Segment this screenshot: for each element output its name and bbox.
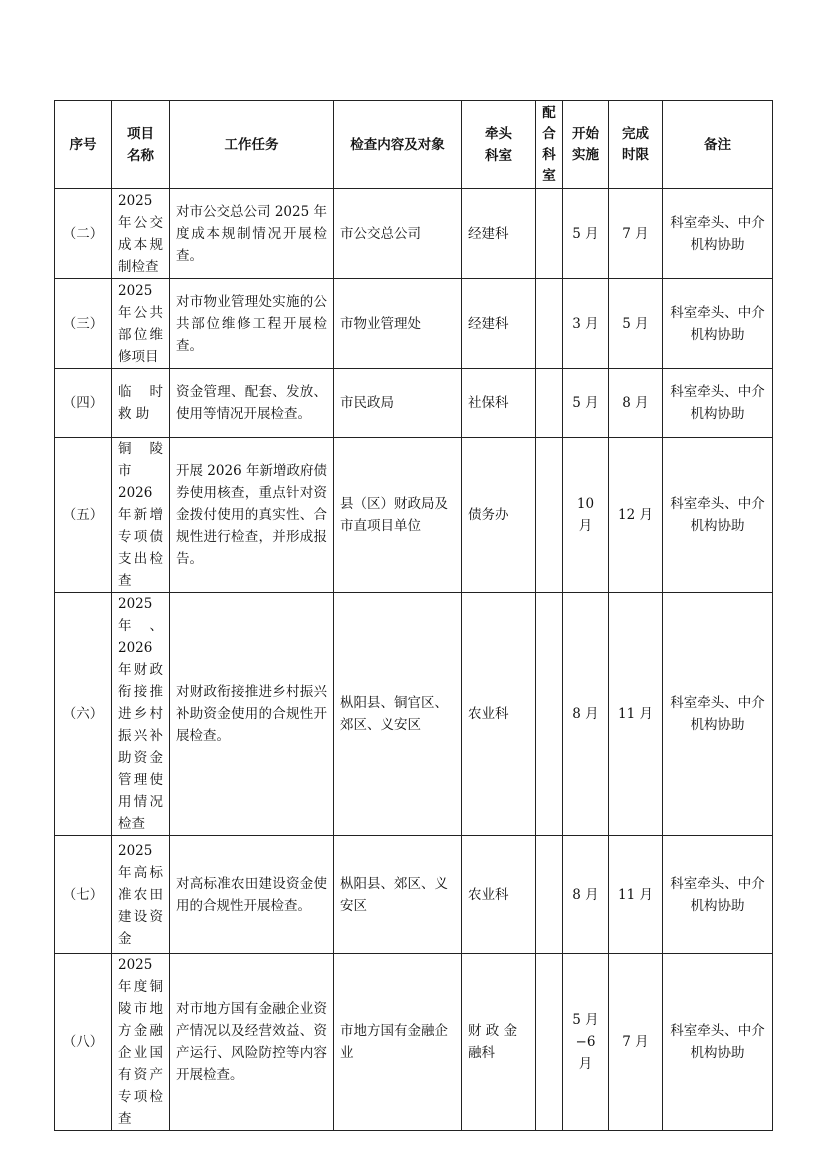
row-end: 11 月 — [609, 836, 663, 954]
table-row — [55, 836, 773, 954]
row-note: 科室牵头、中介机构协助 — [663, 954, 773, 1131]
row-start: 3 月 — [563, 279, 609, 369]
row-task: 对市地方国有金融企业资产情况以及经营效益、资产运行、风险防控等内容开展检查。 — [170, 954, 334, 1131]
table-row — [55, 369, 773, 438]
row-project-name: 临 时 救 助 — [112, 369, 170, 438]
row-start: 5 月 — [563, 189, 609, 279]
row-seq: （七） — [55, 836, 112, 954]
row-project-name: 铜 陵 市 2026 年新增专项债支出检查 — [112, 438, 170, 593]
table-row — [55, 189, 773, 279]
row-start: 5 月 — [563, 369, 609, 438]
row-task: 对财政衔接推进乡村振兴补助资金使用的合规性开展检查。 — [170, 593, 334, 836]
row-content: 市民政局 — [334, 369, 462, 438]
header-seq: 序号 — [55, 101, 112, 189]
row-lead-dept: 社保科 — [462, 369, 536, 438]
table-row — [55, 593, 773, 836]
row-note: 科室牵头、中介机构协助 — [663, 279, 773, 369]
row-seq: （三） — [55, 279, 112, 369]
table-row — [55, 279, 773, 369]
header-lead-dept — [462, 101, 536, 189]
header-content: 检查内容及对象 — [334, 101, 462, 189]
row-start: 10 月 — [563, 438, 609, 593]
row-content: 市地方国有金融企业 — [334, 954, 462, 1131]
row-coop-dept — [536, 279, 563, 369]
table-row — [55, 954, 773, 1131]
row-end: 7 月 — [609, 954, 663, 1131]
row-note: 科室牵头、中介机构协助 — [663, 836, 773, 954]
row-task: 开展 2026 年新增政府债券使用核查，重点针对资金拨付使用的真实性、合规性进行检查，并形成报告。 — [170, 438, 334, 593]
row-start: 8 月 — [563, 593, 609, 836]
table-row — [55, 438, 773, 593]
row-seq: （五） — [55, 438, 112, 593]
row-seq: （四） — [55, 369, 112, 438]
row-note: 科室牵头、中介机构协助 — [663, 593, 773, 836]
row-note: 科室牵头、中介机构协助 — [663, 438, 773, 593]
row-end: 7 月 — [609, 189, 663, 279]
row-seq: （二） — [55, 189, 112, 279]
row-coop-dept — [536, 593, 563, 836]
row-project-name: 2025 年度铜陵市地方金融企业国有资产专项检查 — [112, 954, 170, 1131]
row-content: 枞阳县、郊区、义安区 — [334, 836, 462, 954]
row-task: 对高标准农田建设资金使用的合规性开展检查。 — [170, 836, 334, 954]
row-coop-dept — [536, 189, 563, 279]
row-lead-dept: 债务办 — [462, 438, 536, 593]
row-coop-dept — [536, 369, 563, 438]
row-end: 5 月 — [609, 279, 663, 369]
row-seq: （六） — [55, 593, 112, 836]
row-task: 对市物业管理处实施的公共部位维修工程开展检查。 — [170, 279, 334, 369]
row-content: 市公交总公司 — [334, 189, 462, 279]
row-coop-dept — [536, 954, 563, 1131]
row-content: 市物业管理处 — [334, 279, 462, 369]
row-lead-dept: 农业科 — [462, 593, 536, 836]
row-lead-dept: 经建科 — [462, 189, 536, 279]
row-end: 11 月 — [609, 593, 663, 836]
header-project-name — [112, 101, 170, 189]
row-project-name: 2025 年公交成本规制检查 — [112, 189, 170, 279]
row-task: 资金管理、配套、发放、使用等情况开展检查。 — [170, 369, 334, 438]
header-project-name-text: 项目 名称 — [127, 125, 154, 164]
header-lead-dept-text: 牵头 科室 — [485, 125, 512, 164]
row-project-name: 2025 年、2026 年财政衔接推进乡村振兴补助资金管理使用情况检查 — [112, 593, 170, 836]
header-task: 工作任务 — [170, 101, 334, 189]
header-start — [563, 101, 609, 189]
row-lead-dept: 农业科 — [462, 836, 536, 954]
row-content: 县（区）财政局及市直项目单位 — [334, 438, 462, 593]
header-end — [609, 101, 663, 189]
row-lead-dept: 财 政 金 融科 — [462, 954, 536, 1131]
header-end-text: 完成 时限 — [622, 125, 649, 163]
row-note: 科室牵头、中介机构协助 — [663, 369, 773, 438]
row-end: 8 月 — [609, 369, 663, 438]
header-coop-dept-text: 配 合 科 室 — [542, 104, 556, 184]
row-note: 科室牵头、中介机构协助 — [663, 189, 773, 279]
header-coop-dept — [536, 101, 563, 189]
header-row — [55, 101, 773, 189]
row-start: 5 月 −6 月 — [563, 954, 609, 1131]
header-start-text: 开始 实施 — [572, 125, 599, 163]
row-end: 12 月 — [609, 438, 663, 593]
row-project-name: 2025 年公共部位维修项目 — [112, 279, 170, 369]
row-start: 8 月 — [563, 836, 609, 954]
row-task: 对市公交总公司 2025 年度成本规制情况开展检查。 — [170, 189, 334, 279]
row-project-name: 2025 年高标准农田建设资金 — [112, 836, 170, 954]
header-note: 备注 — [663, 101, 773, 189]
row-seq: （八） — [55, 954, 112, 1131]
inspection-plan-table — [54, 100, 773, 1131]
row-lead-dept: 经建科 — [462, 279, 536, 369]
row-coop-dept — [536, 438, 563, 593]
row-coop-dept — [536, 836, 563, 954]
row-content: 枞阳县、铜官区、郊区、义安区 — [334, 593, 462, 836]
